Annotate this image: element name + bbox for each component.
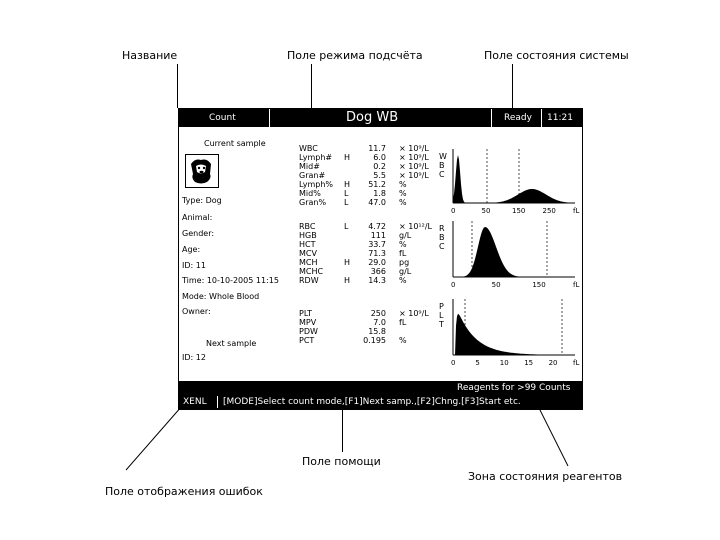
param-name: RDW [299,276,319,285]
hist-label-letter: B [439,233,445,242]
param-value: 5.5 [373,171,386,180]
dog-icon [185,154,219,188]
leader-count-mode [311,64,312,108]
type-label: Type: Dog [182,196,222,205]
wbc-histogram [437,147,582,215]
param-name: Gran# [299,171,326,180]
hist-label-letter: L [439,311,444,320]
param-unit: × 10⁹/L [399,153,429,162]
annotation-system-status: Поле состояния системы [484,49,629,62]
param-name: HCT [299,240,316,249]
animal-label: Animal: [182,213,213,222]
param-value: 366 [370,267,386,276]
param-flag: H [344,153,351,162]
param-value: 14.3 [368,276,386,285]
param-flag: L [344,222,349,231]
hist-label-letter: R [439,224,445,233]
param-unit: × 10⁹/L [399,162,429,171]
param-unit: % [399,276,407,285]
next-id-label: ID: 12 [182,353,206,362]
clock-field: 11:21 [547,113,573,123]
hist-tick-label: 0 [451,281,456,289]
param-name: Mid% [299,189,321,198]
param-name: PDW [299,327,318,336]
hist-tick-label: 150 [512,207,526,215]
reagent-bar [179,381,582,395]
plt-histogram [437,297,582,371]
param-value: 4.72 [368,222,386,231]
rbc-histogram [437,219,582,291]
annotation-help: Поле помощи [302,455,381,468]
hist-curve [453,314,575,355]
param-value: 11.7 [368,144,386,153]
hist-tick-label: fL [573,207,580,215]
hist-label-letter: T [439,320,444,329]
param-unit: pg [399,258,410,267]
param-name: Mid# [299,162,320,171]
leader-system-status [512,64,513,108]
hist-tick-label: 15 [524,359,534,367]
analyzer-screen [178,108,583,410]
owner-label: Owner: [182,307,211,316]
id-label: ID: 11 [182,261,206,270]
param-name: Lymph# [299,153,333,162]
annotation-error-display: Поле отображения ошибок [105,485,263,498]
param-name: MCHC [299,267,324,276]
param-value: 33.7 [368,240,386,249]
param-name: MPV [299,318,317,327]
param-value: 51.2 [368,180,386,189]
footer-bar [179,395,582,409]
param-name: PCT [299,336,315,345]
param-name: PLT [299,309,313,318]
param-unit: % [399,189,407,198]
param-name: MCV [299,249,317,258]
hist-label-letter: W [439,152,447,161]
help-field: [MODE]Select count mode,[F1]Next samp.,[F2]Chng.[F3]Start etc. [223,397,521,407]
param-value: 6.0 [373,153,386,162]
param-flag: H [344,258,351,267]
hist-tick-label: 0 [451,359,456,367]
hist-tick-label: 10 [499,359,509,367]
annotation-reagent-status: Зона состояния реагентов [468,470,623,483]
param-unit: g/L [399,267,412,276]
title-field: Count [209,113,236,123]
header-bar [179,109,582,127]
param-unit: fL [399,318,407,327]
hist-tick-label: fL [573,281,580,289]
param-value: 47.0 [368,198,386,207]
param-flag: L [344,198,349,207]
count-mode-field[interactable]: Dog WB [346,110,399,125]
param-value: 71.3 [368,249,386,258]
param-flag: H [344,276,351,285]
param-unit: g/L [399,231,412,240]
hist-tick-label: fL [573,359,580,367]
param-name: MCH [299,258,318,267]
hist-tick-label: 0 [451,207,456,215]
hist-tick-label: 50 [491,281,501,289]
param-unit: % [399,240,407,249]
current-sample-label: Current sample [204,139,266,148]
param-name: Gran% [299,198,327,207]
param-name: HGB [299,231,317,240]
param-name: RBC [299,222,316,231]
hist-tick-label: 50 [481,207,491,215]
param-flag: L [344,189,349,198]
param-value: 0.195 [363,336,386,345]
next-sample-label: Next sample [206,339,257,348]
leader-help [342,406,343,452]
param-value: 111 [370,231,386,240]
param-value: 0.2 [373,162,386,171]
param-value: 15.8 [368,327,386,336]
hist-label-letter: C [439,242,445,251]
hist-tick-label: 20 [548,359,558,367]
annotation-count-mode: Поле режима подсчёта [287,49,423,62]
hist-curve [453,155,575,203]
hist-tick-label: 5 [475,359,480,367]
age-label: Age: [182,245,201,254]
mode-label: Mode: Whole Blood [182,292,260,301]
hist-label-letter: P [439,302,444,311]
param-name: WBC [299,144,318,153]
param-unit: × 10⁹/L [399,171,429,180]
error-display-field: XENL [183,397,207,407]
hist-tick-label: 150 [532,281,546,289]
hist-curve [453,227,575,277]
time-label: Time: 10-10-2005 11:15 [182,276,279,285]
param-unit: × 10¹²/L [399,222,432,231]
hist-label-letter: C [439,170,445,179]
hist-tick-label: 250 [542,207,556,215]
hist-label-letter: B [439,161,445,170]
param-unit: × 10⁹/L [399,144,429,153]
param-flag: H [344,180,351,189]
param-unit: % [399,198,407,207]
param-unit: % [399,180,407,189]
leader-title [177,64,178,108]
param-unit: fL [399,249,407,258]
param-unit: % [399,336,407,345]
param-value: 29.0 [368,258,386,267]
gender-label: Gender: [182,229,215,238]
param-unit: × 10⁹/L [399,309,429,318]
annotation-title: Название [122,49,178,62]
param-value: 250 [370,309,386,318]
reagent-status-field: Reagents for >99 Counts [457,383,571,393]
param-name: Lymph% [299,180,333,189]
system-status-field: Ready [504,113,532,123]
param-value: 7.0 [373,318,386,327]
param-value: 1.8 [373,189,386,198]
